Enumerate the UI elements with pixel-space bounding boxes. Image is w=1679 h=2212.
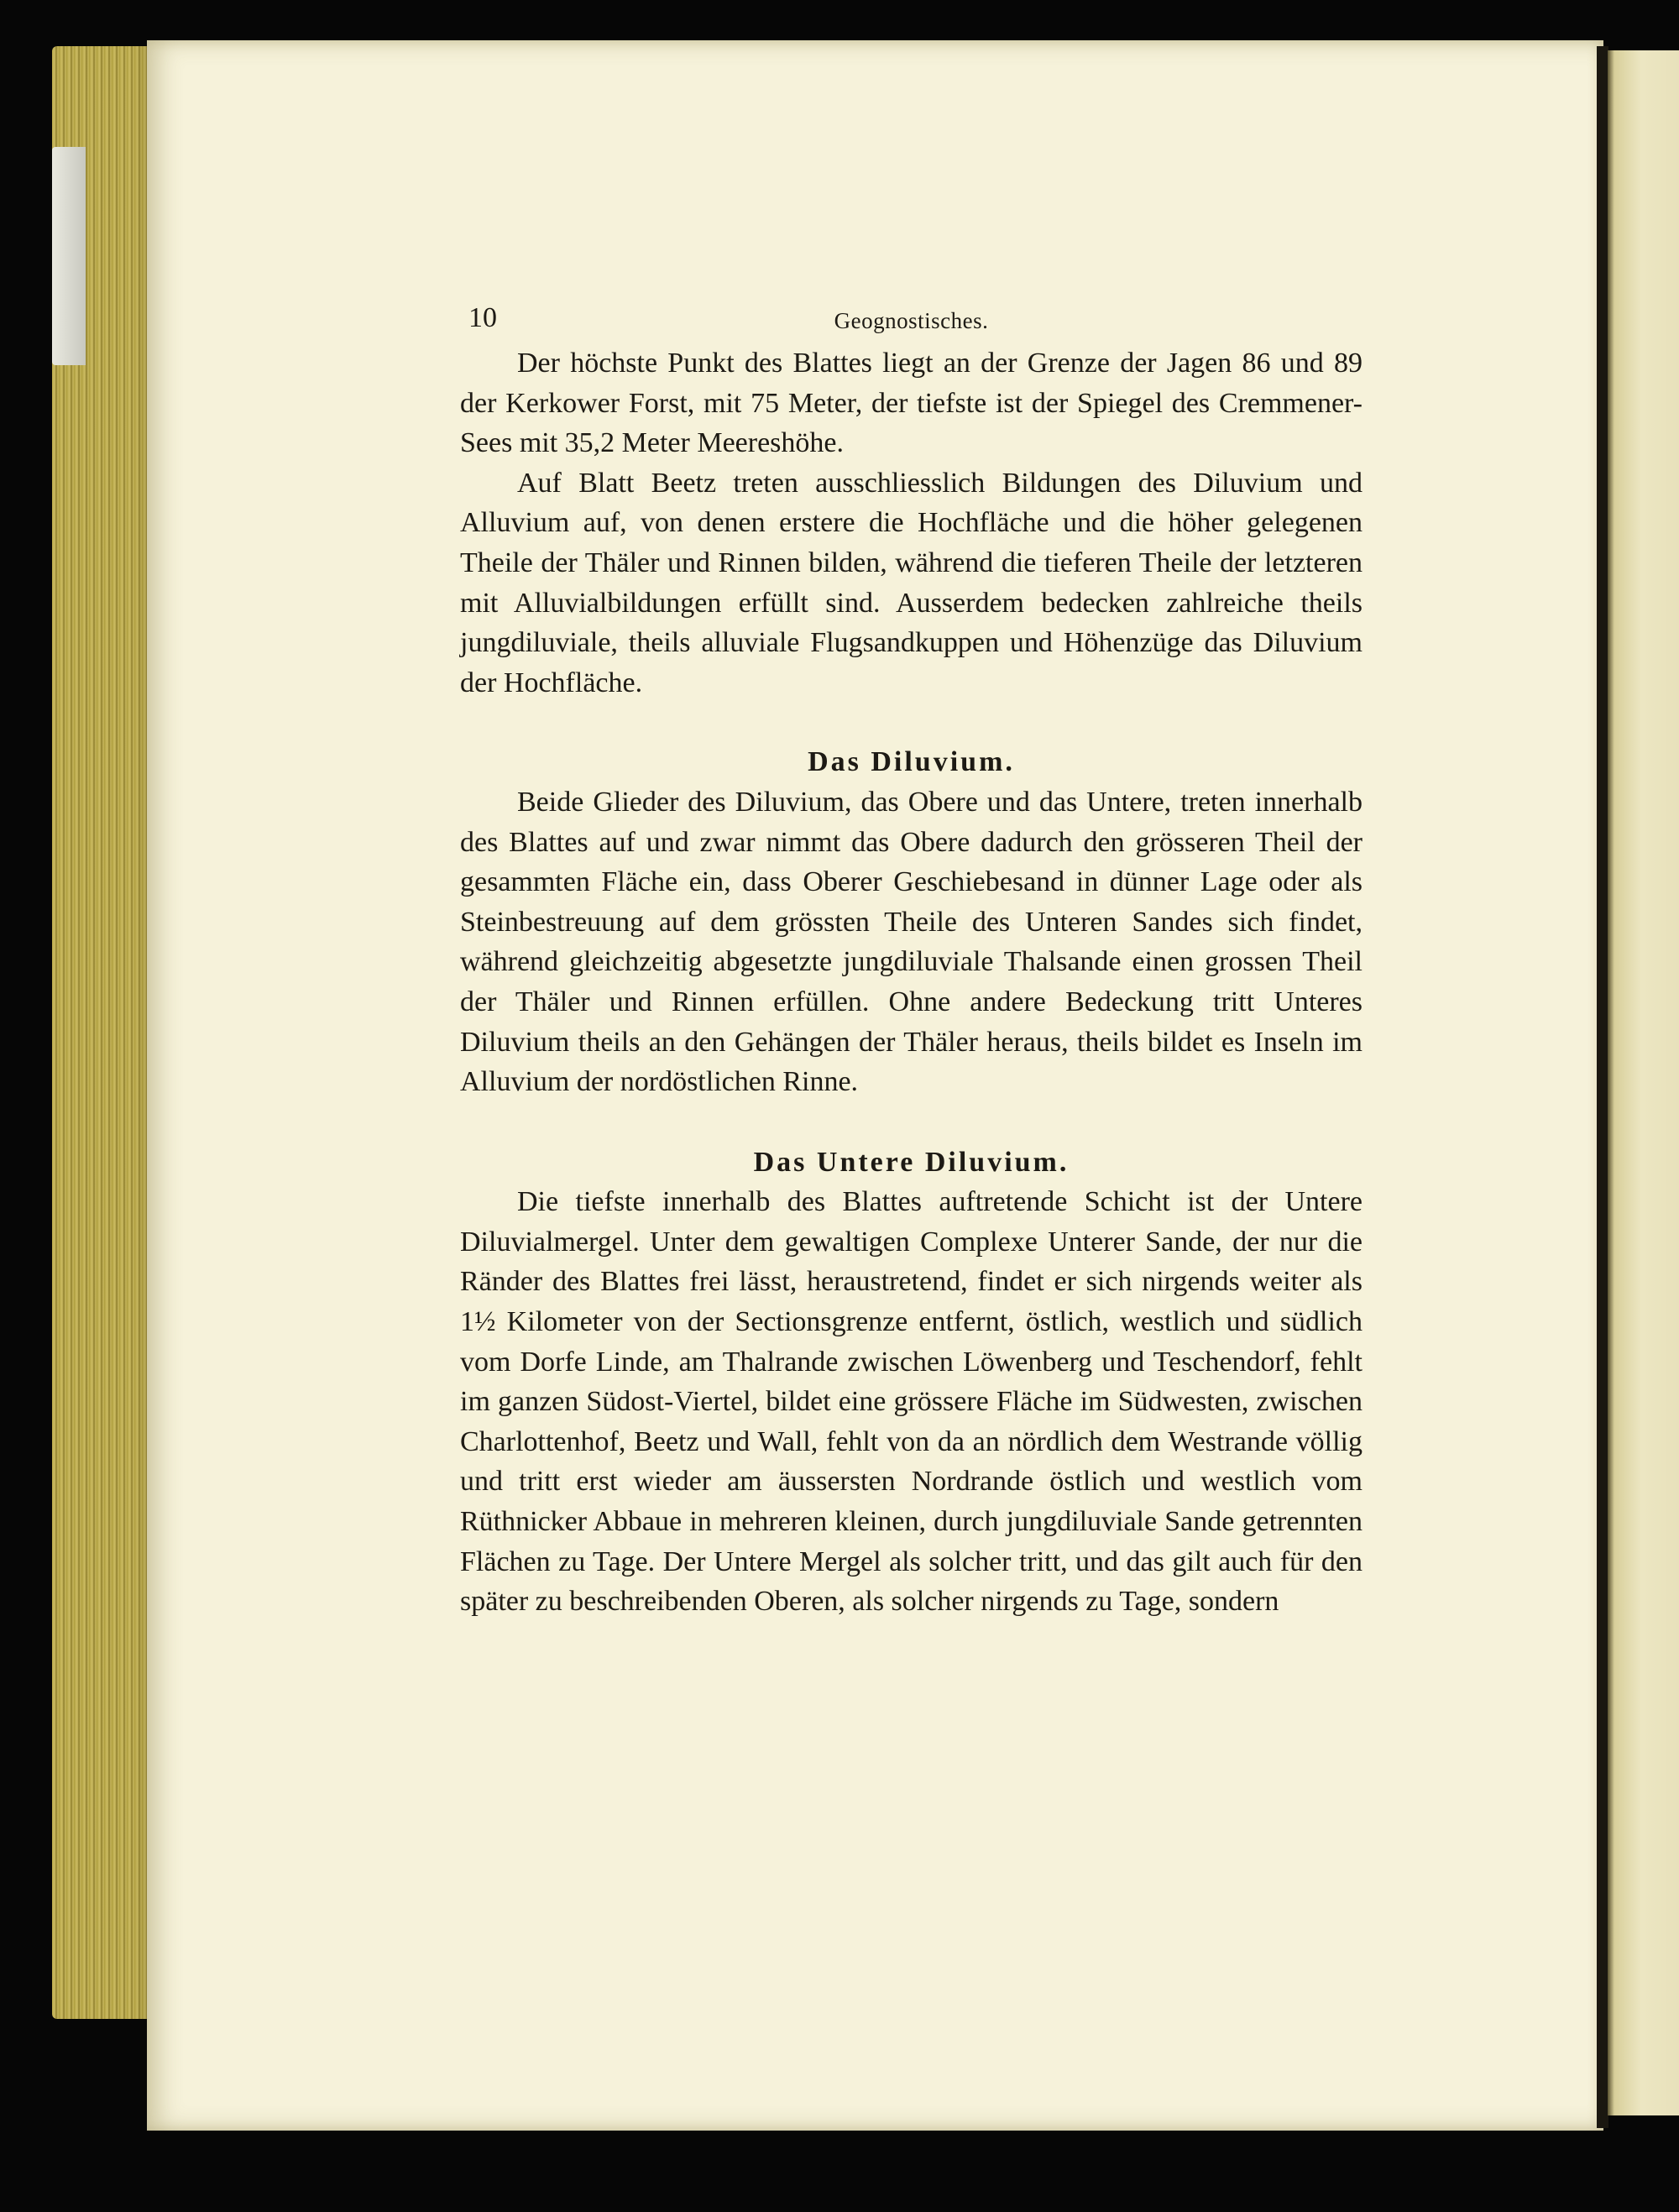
paper-tab xyxy=(52,147,86,365)
section-heading-unteres-diluvium: Das Untere Diluvium. xyxy=(753,1146,1070,1178)
paragraph-unteres-diluvium: Die tiefste innerhalb des Blattes auftretende Schicht ist der Untere Diluvialmergel. Unter dem gewaltigen Complexe Unterer Sande, der nur die Ränder des Blattes frei lässt, heraustretend, findet er sich nirgends weiter als 1½ Kilometer von der Sectionsgrenze entfernt, östlich, westlich und südlich vom Dorfe Linde, am Thalrande zwischen Löwenberg und Teschendorf, fehlt im ganzen Südost-Viertel, bildet eine grössere Fläche im Südwesten, zwischen Charlottenhof, Beetz und Wall, fehlt von da an nördlich dem Westrande völlig und tritt erst wieder am äussersten Nordrande östlich und westlich vom Rüthnicker Abbaue in mehreren kleinen, durch jungdiluviale Sande getrennten Flächen zu Tage. Der Untere Mergel als solcher tritt, und das gilt auch für den später zu beschreibenden Oberen, als solcher nirgends zu Tage, sondern xyxy=(460,1186,1363,1618)
next-page-edge xyxy=(1608,50,1679,2115)
paragraph-diluvium: Beide Glieder des Diluvium, das Obere und das Untere, treten innerhalb des Blattes auf und zwar nimmt das Obere dadurch den grösseren Theil der gesammten Fläche ein, dass Oberer Geschiebesand in dünner Lage oder als Steinbestreuung auf dem grössten Theile des Unteren Sandes sich findet, während gleichzeitig abgesetzte jungdiluviale Thalsande einen grossen Theil der Thäler und Rinnen erfüllen. Ohne andere Bedeckung tritt Unteres Diluvium theils an den Gehängen der Thäler heraus, theils bildet es Inseln im Alluvium der nordöstlichen Rinne. xyxy=(460,786,1363,1098)
page-number: 10 xyxy=(468,302,497,333)
paragraph-blatt-beetz: Auf Blatt Beetz treten ausschliesslich Bildungen des Diluvium und Alluvium auf, von denen erstere die Hochfläche und die höher gelegenen Theile der Thäler und Rinnen bilden, während die tieferen Theile der letzteren mit Alluvialbildungen erfüllt sind. Ausserdem bedecken zahlreiche theils jungdiluviale, theils alluviale Flugsandkuppen und Höhenzüge das Diluvium der Hochfläche. xyxy=(460,467,1363,698)
paragraph-highest-point: Der höchste Punkt des Blattes liegt an der Grenze der Jagen 86 und 89 der Kerkower Forst, mit 75 Meter, der tiefste ist der Spiegel des Cremmener-Sees mit 35,2 Meter Meereshöhe. xyxy=(460,348,1363,459)
section-heading-diluvium: Das Diluvium. xyxy=(808,746,1015,778)
running-title: Geognostisches. xyxy=(834,308,989,333)
running-head xyxy=(460,298,1363,338)
gutter xyxy=(1597,46,1608,2128)
page-text xyxy=(460,298,1363,1622)
